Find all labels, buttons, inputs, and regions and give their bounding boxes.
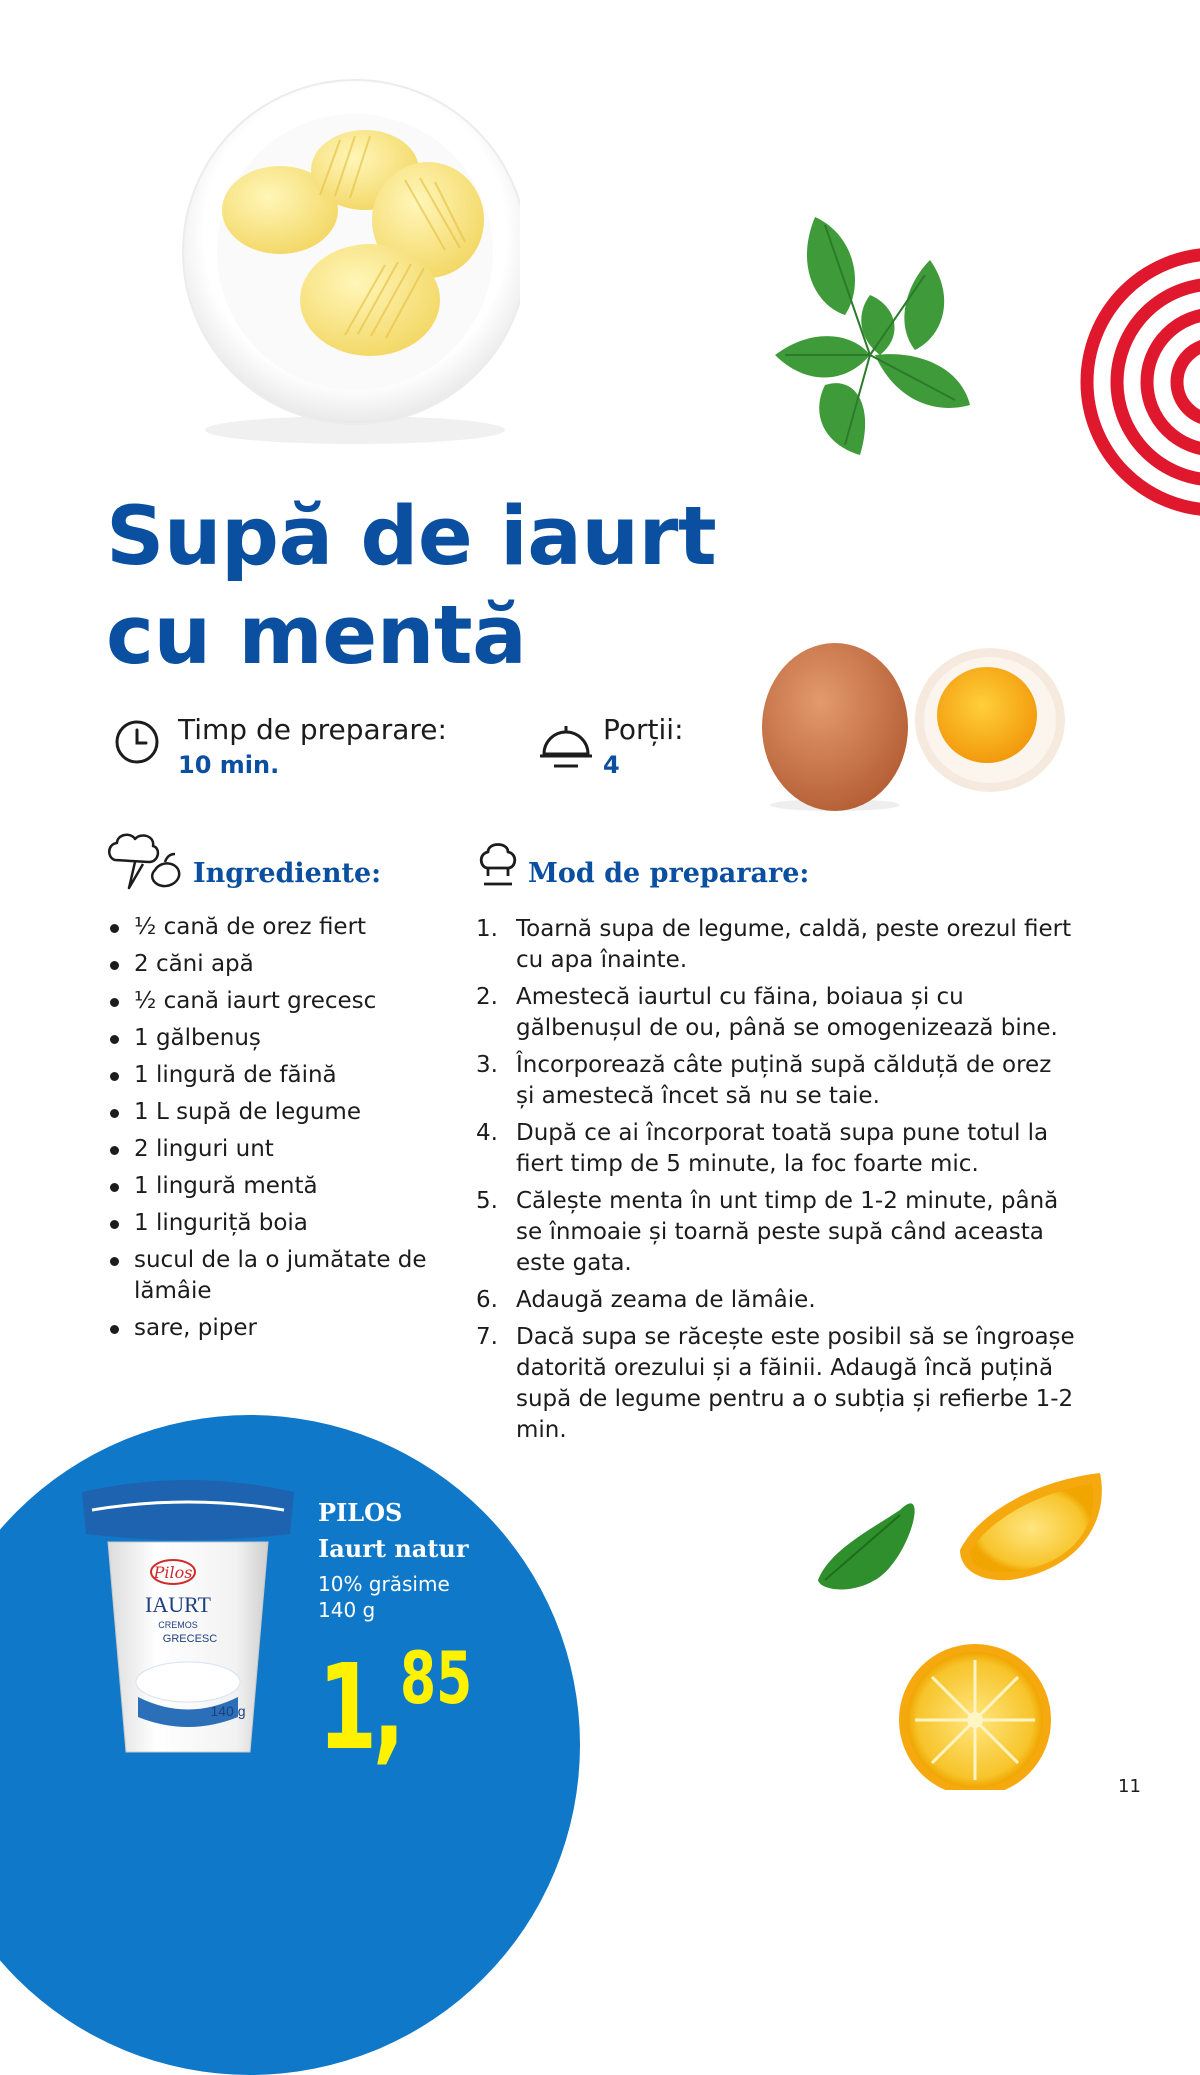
yogurt-pack-sub2: GRECESC — [162, 1633, 218, 1645]
target-decoration — [1075, 245, 1200, 520]
step-text: Amestecă iaurtul cu făina, boiaua și cu gălbenușul de ou, până se omogenizează bine. — [516, 984, 1058, 1041]
ingredient-item: 1 lingură mentă — [110, 1171, 430, 1202]
ingredient-item: ½ cană iaurt grecesc — [110, 986, 430, 1017]
prep-time-label: Timp de preparare: — [178, 713, 447, 746]
product-weight: 140 g — [318, 1598, 376, 1622]
price-integer: 1, — [318, 1638, 401, 1776]
step-number: 6. — [476, 1287, 498, 1313]
ingredient-item: 1 L supă de legume — [110, 1097, 430, 1128]
step-item — [476, 1186, 1076, 1279]
product-fat: 10% grăsime — [318, 1572, 450, 1596]
step-text: Toarnă supa de legume, caldă, peste orezul fiert cu apa înainte. — [516, 916, 1072, 973]
step-text: Dacă supa se răcește este posibil să se îngroașe datorită orezului și a făinii. Adaugă încă puțină supă de legume pentru a o subția și refierbe 1-2 min. — [516, 1324, 1075, 1443]
product-name: Iaurt natur — [318, 1534, 469, 1563]
step-text: Adaugă zeama de lămâie. — [516, 1287, 816, 1313]
price-decimal: 85 — [400, 1636, 473, 1720]
step-item — [476, 914, 1076, 976]
ingredient-item: sucul de la o jumătate de lămâie — [110, 1245, 430, 1307]
vegetables-icon — [105, 830, 185, 892]
step-number: 2. — [476, 984, 498, 1010]
prep-time — [178, 713, 447, 783]
step-number: 4. — [476, 1120, 498, 1146]
yogurt-pack-logo: Pilos — [153, 1563, 193, 1582]
step-item — [476, 1118, 1076, 1180]
butter-bowl-image — [170, 70, 520, 450]
step-number: 3. — [476, 1052, 498, 1078]
price-tag — [318, 1636, 518, 1776]
yogurt-cup-image — [78, 1472, 298, 1762]
ingredients-heading: Ingrediente: — [193, 858, 382, 889]
ingredient-item: ½ cană de orez fiert — [110, 912, 430, 943]
step-text: Călește menta în unt timp de 1-2 minute, până se înmoaie și toarnă peste supă când aceasta este gata. — [516, 1188, 1059, 1276]
ingredient-item: 2 căni apă — [110, 949, 430, 980]
method-heading: Mod de preparare: — [528, 858, 810, 889]
servings-value: 4 — [603, 751, 620, 779]
lemon-image — [810, 1470, 1140, 1790]
cloche-icon — [538, 720, 594, 770]
chef-hat-icon — [478, 838, 518, 888]
page-number: 11 — [1118, 1776, 1141, 1797]
ingredients-list — [110, 912, 430, 1350]
servings-label: Porții: — [603, 713, 684, 746]
product-brand: PILOS — [318, 1498, 403, 1527]
step-number: 7. — [476, 1324, 498, 1350]
ingredient-item: 1 linguriță boia — [110, 1208, 430, 1239]
title-line-2: cu mentă — [106, 589, 527, 683]
yogurt-pack-weight: 140 g — [210, 1703, 246, 1719]
servings — [603, 713, 684, 783]
step-number: 1. — [476, 916, 498, 942]
eggs-image — [755, 625, 1065, 815]
recipe-title — [106, 488, 806, 686]
step-item — [476, 1050, 1076, 1112]
title-line-1: Supă de iaurt — [106, 490, 717, 584]
ingredient-item: sare, piper — [110, 1313, 430, 1344]
prep-time-value: 10 min. — [178, 751, 280, 779]
step-item — [476, 1285, 1076, 1316]
yogurt-pack-sub1: CREMOS — [158, 1620, 198, 1630]
step-item — [476, 982, 1076, 1044]
step-item — [476, 1322, 1076, 1446]
step-text: După ce ai încorporat toată supa pune totul la fiert timp de 5 minute, la foc foarte mic. — [516, 1120, 1049, 1177]
ingredient-item: 1 lingură de făină — [110, 1060, 430, 1091]
product-info — [318, 1495, 469, 1623]
ingredient-item: 1 gălbenuș — [110, 1023, 430, 1054]
clock-icon — [113, 718, 161, 766]
yogurt-pack-label: IAURT — [145, 1592, 211, 1617]
method-steps — [476, 914, 1076, 1452]
mint-leaves-image — [755, 205, 990, 475]
step-text: Încorporează câte puțină supă călduță de orez și amestecă încet să nu se taie. — [516, 1052, 1052, 1109]
ingredient-item: 2 linguri unt — [110, 1134, 430, 1165]
step-number: 5. — [476, 1188, 498, 1214]
